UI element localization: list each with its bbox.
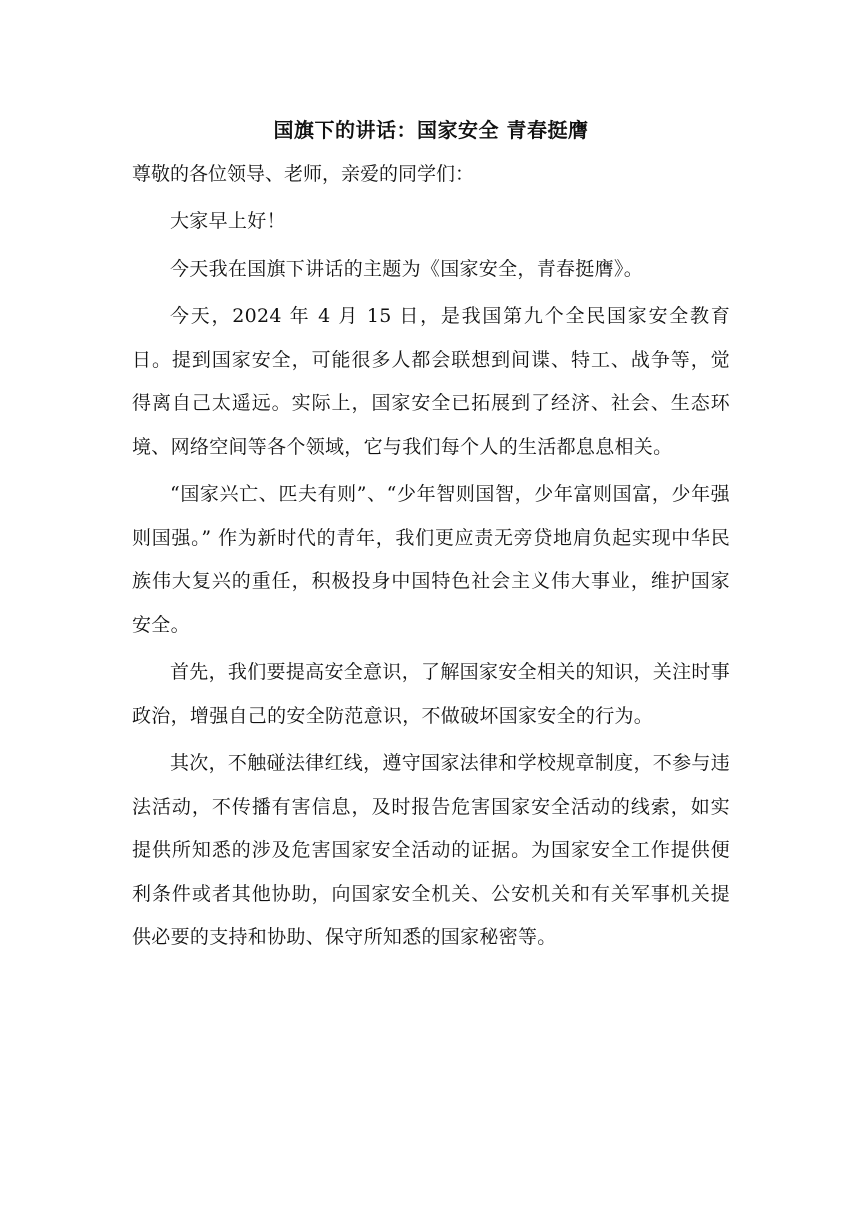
- paragraph-greeting: 大家早上好！: [170, 210, 286, 232]
- document-title: 国旗下的讲话：国家安全 青春挺膺: [273, 118, 589, 142]
- paragraph-first-point: 首先，我们要提高安全意识，了解国家安全相关的知识，关注时事政治，增强自己的安全防范意识，不做破坏国家安全的行为。: [132, 661, 730, 727]
- salutation: 尊敬的各位领导、老师，亲爱的同学们：: [132, 163, 475, 185]
- document-page: [132, 108, 730, 960]
- paragraph-second-point: 其次，不触碰法律红线，遵守国家法律和学校规章制度，不参与违法活动，不传播有害信息，及时报告危害国家安全活动的线索，如实提供所知悉的涉及危害国家安全活动的证据。为国家安全工作提供便利条件或者其他协助，向国家安全机关、公安机关和有关军事机关提供必要的支持和协助、保守所知悉的国家秘密等。: [132, 752, 730, 948]
- paragraph-youth-responsibility: “国家兴亡、匹夫有则”、“少年智则国智，少年富则国富，少年强则国强。” 作为新时代的青年，我们更应责无旁贷地肩负起实现中华民族伟大复兴的重任，积极投身中国特色社会主义伟大事业，维护国家安全。: [132, 483, 730, 636]
- paragraph-topic: 今天我在国旗下讲话的主题为《国家安全，青春挺膺》。: [170, 257, 644, 280]
- paragraph-security-day: 今天，2024 年 4 月 15 日，是我国第九个全民国家安全教育日。提到国家安全，可能很多人都会联想到间谍、特工、战争等，觉得离自己太遥远。实际上，国家安全已拓展到了经济、社会、生态环境、网络空间等各个领域，它与我们每个人的生活都息息相关。: [132, 305, 730, 458]
